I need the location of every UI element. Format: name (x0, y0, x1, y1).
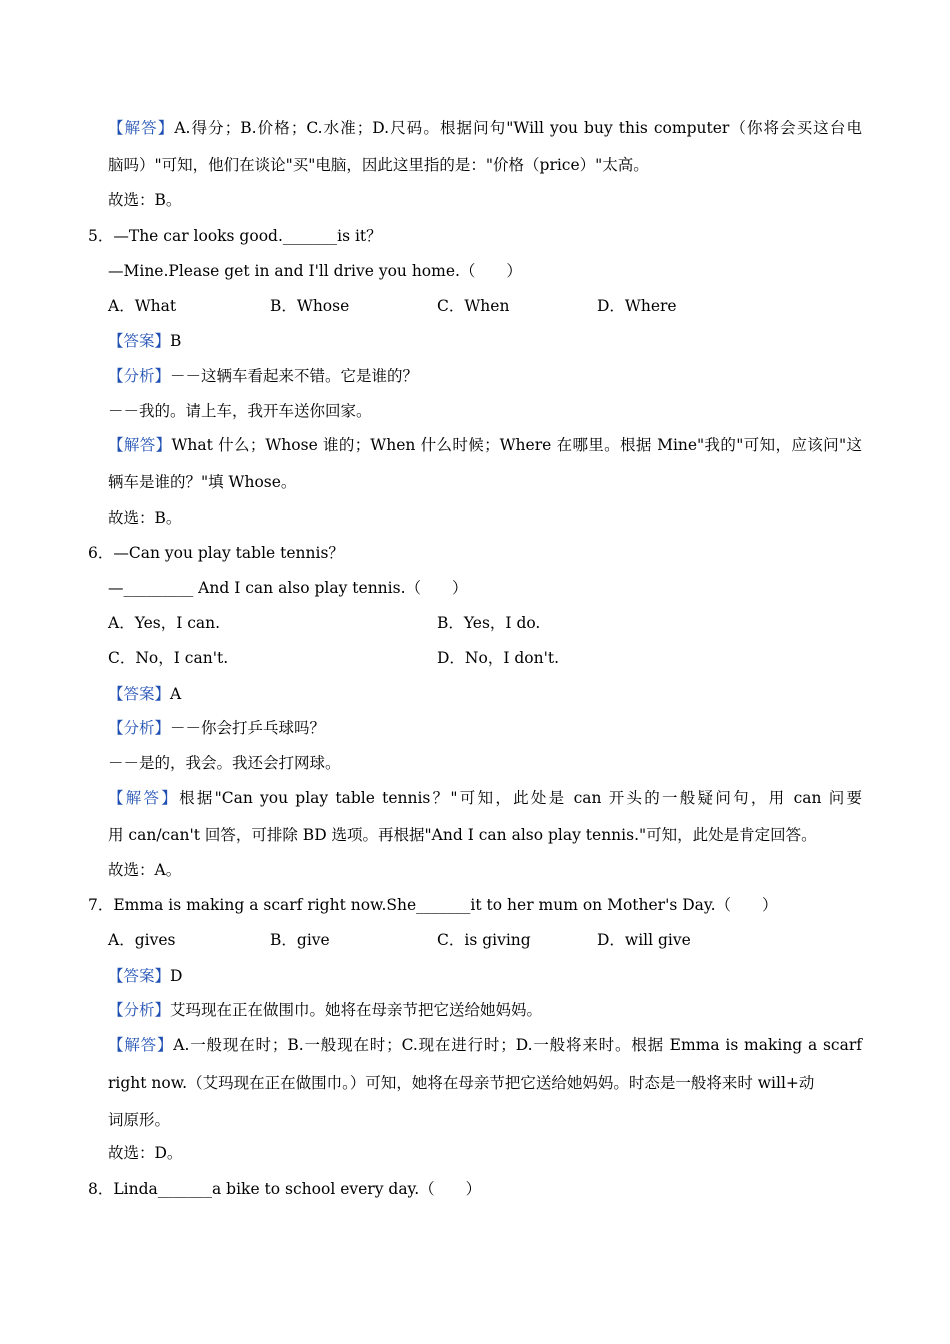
q6-explanation-line-2: 用 can/can't 回答，可排除 BD 选项。再根据"And I can also play tennis."可知，此处是肯定回答。 (108, 826, 817, 844)
q6-explanation-line-1 (108, 788, 862, 808)
q7-explanation-line-3: 词原形。 (108, 1111, 171, 1129)
analysis-tag: 【分析】 (108, 1001, 171, 1019)
analysis-tag: 【分析】 (108, 367, 171, 385)
q4-analysis-line-2: 脑吗）"可知，他们在谈论"买"电脑，因此这里指的是："价格（price）"太高。 (108, 156, 649, 174)
answer-tag: 【答案】 (108, 967, 171, 985)
q5-option-b: B．Whose (270, 297, 350, 315)
analysis-tag: 【分析】 (108, 719, 171, 737)
q7-answer-value: D (170, 967, 183, 985)
q5-analysis (108, 366, 418, 386)
answer-explanation-tag: 【解答】 (108, 789, 180, 807)
q7-option-d: D．will give (597, 931, 691, 949)
q5-analysis-text-1: －－这辆车看起来不错。它是谁的？ (170, 367, 419, 385)
q6-answer-value: A (170, 685, 182, 703)
answer-explanation-tag: 【解答】 (108, 1036, 174, 1054)
q6-stem-line-2: —_________ And I can also play tennis.（ ） (108, 579, 468, 597)
q7-choose: 故选：D。 (108, 1144, 183, 1162)
q6-option-b: B．Yes，I do. (437, 614, 541, 632)
q5-explanation-text-1: What 什么；Whose 谁的；When 什么时候；Where 在哪里。根据 Mine"我的"可知，应该问"这 (171, 436, 862, 454)
q5-stem-line-1: 5．—The car looks good._______is it？ (88, 227, 382, 245)
q5-option-d: D．Where (597, 297, 677, 315)
q4-analysis-line-1 (108, 118, 862, 138)
answer-explanation-tag: 【解答】 (108, 119, 175, 137)
q5-explanation-line-2: 辆车是谁的？"填 Whose。 (108, 473, 297, 491)
q6-analysis (108, 718, 325, 738)
q5-option-a: A．What (108, 297, 177, 315)
q6-option-a: A．Yes，I can. (108, 614, 221, 632)
q5-explanation-line-1 (108, 435, 862, 455)
q7-option-b: B．give (270, 931, 330, 949)
q5-option-c: C．When (437, 297, 510, 315)
q7-stem: 7．Emma is making a scarf right now.She_______it to her mum on Mother's Day.（ ） (88, 896, 778, 914)
answer-explanation-tag: 【解答】 (108, 436, 172, 454)
q7-explanation-line-1 (108, 1035, 862, 1055)
q7-analysis (108, 1000, 542, 1020)
q7-explanation-text-1: A.一般现在时；B.一般现在时；C.现在进行时；D.一般将来时。根据 Emma is making a scarf (173, 1036, 862, 1054)
q7-answer (108, 966, 182, 986)
q6-option-c: C．No，I can't. (108, 649, 229, 667)
q4-choose: 故选：B。 (108, 191, 182, 209)
q6-stem-line-1: 6．—Can you play table tennis？ (88, 544, 344, 562)
q5-stem-line-2: —Mine.Please get in and I'll drive you home.（ ） (108, 262, 522, 280)
answer-tag: 【答案】 (108, 685, 171, 703)
q7-explanation-line-2: right now.（艾玛现在正在做围巾。）可知，她将在母亲节把它送给她妈妈。时态是一般将来时 will+动 (108, 1074, 815, 1092)
q8-stem: 8．Linda_______a bike to school every day.（ ） (88, 1180, 482, 1198)
q6-analysis-text-1: －－你会打乒乓球吗？ (170, 719, 326, 737)
q7-option-a: A．gives (108, 931, 176, 949)
q6-answer (108, 684, 181, 704)
q5-answer (108, 331, 181, 351)
q6-choose: 故选：A。 (108, 861, 182, 879)
q5-choose: 故选：B。 (108, 509, 182, 527)
q6-analysis-line-2: －－是的，我会。我还会打网球。 (108, 754, 341, 772)
q5-answer-value: B (170, 332, 182, 350)
q7-option-c: C．is giving (437, 931, 531, 949)
q5-analysis-line-2: －－我的。请上车，我开车送你回家。 (108, 402, 372, 420)
q6-option-d: D．No，I don't. (437, 649, 560, 667)
q4-analysis-text-1: A.得分；B.价格；C.水准；D.尺码。根据问句"Will you buy this computer（你将会买这台电 (174, 119, 862, 137)
q6-explanation-text-1: 根据"Can you play table tennis？"可知，此处是 can 开头的一般疑问句，用 can 问要 (179, 789, 862, 807)
q7-analysis-text-1: 艾玛现在正在做围巾。她将在母亲节把它送给她妈妈。 (170, 1001, 543, 1019)
answer-tag: 【答案】 (108, 332, 171, 350)
